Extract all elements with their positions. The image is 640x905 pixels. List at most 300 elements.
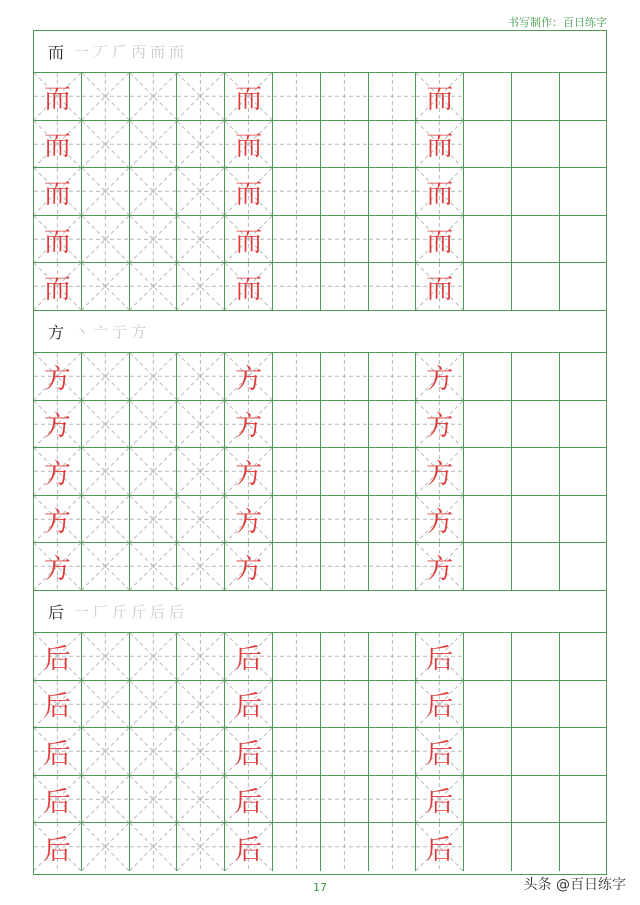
tian-grid-guide (369, 121, 416, 168)
mi-grid-guide (82, 681, 129, 728)
tian-grid-guide (321, 353, 368, 400)
practice-cell (464, 168, 512, 215)
stroke-step: 方 (131, 323, 147, 341)
model-character: 方 (43, 363, 71, 395)
tian-grid-guide (369, 168, 416, 215)
practice-cell (321, 121, 369, 168)
model-character: 后 (235, 643, 263, 675)
practice-cell (130, 633, 178, 680)
mi-grid-guide (177, 401, 224, 448)
practice-cell (369, 168, 417, 215)
model-cell (225, 401, 273, 448)
mi-grid-guide (82, 776, 129, 823)
stroke-step: 丙 (131, 43, 147, 61)
practice-cell (273, 543, 321, 590)
practice-row (34, 681, 606, 729)
practice-row (34, 448, 606, 496)
tian-grid-guide (321, 73, 368, 120)
practice-cell (560, 121, 608, 168)
practice-cell (560, 168, 608, 215)
practice-cell (512, 681, 560, 728)
practice-cell (321, 728, 369, 775)
practice-cell (82, 728, 130, 775)
model-character: 后 (426, 786, 454, 818)
tian-grid-guide (273, 168, 320, 215)
stroke-step: 𠂆 (112, 43, 128, 61)
model-character: 后 (235, 738, 263, 770)
tian-grid-guide (273, 681, 320, 728)
practice-row (34, 543, 606, 591)
practice-cell (130, 496, 178, 543)
practice-row (34, 353, 606, 401)
practice-cell (82, 263, 130, 310)
practice-row (34, 496, 606, 544)
practice-cell (177, 543, 225, 590)
model-character: 方 (235, 363, 263, 395)
mi-grid-guide (82, 121, 129, 168)
practice-cell (560, 633, 608, 680)
practice-cell (560, 353, 608, 400)
model-cell (34, 168, 82, 215)
mi-grid-guide (177, 633, 224, 680)
tian-grid-guide (273, 543, 320, 590)
practice-cell (273, 448, 321, 495)
model-cell (416, 353, 464, 400)
tian-grid-guide (369, 353, 416, 400)
practice-cell (369, 448, 417, 495)
practice-cell (82, 73, 130, 120)
practice-cell (273, 681, 321, 728)
model-cell (34, 216, 82, 263)
model-character: 后 (43, 738, 71, 770)
model-character: 而 (235, 83, 263, 115)
practice-row (34, 73, 606, 121)
practice-cell (177, 73, 225, 120)
practice-cell (512, 401, 560, 448)
practice-row (34, 823, 606, 871)
practice-cell (273, 168, 321, 215)
practice-cell (273, 73, 321, 120)
practice-cell (560, 776, 608, 823)
model-cell (225, 263, 273, 310)
stroke-step: 丶 (74, 323, 90, 341)
practice-cell (464, 216, 512, 263)
model-character: 而 (426, 274, 454, 306)
practice-cell (273, 633, 321, 680)
practice-row (34, 633, 606, 681)
mi-grid-guide (82, 401, 129, 448)
tian-grid-guide (369, 73, 416, 120)
practice-cell (464, 121, 512, 168)
tian-grid-guide (273, 263, 320, 310)
model-cell (225, 216, 273, 263)
tian-grid-guide (321, 728, 368, 775)
mi-grid-guide (130, 681, 177, 728)
practice-cell (82, 353, 130, 400)
model-character: 后 (235, 786, 263, 818)
practice-cell (321, 448, 369, 495)
practice-cell (130, 543, 178, 590)
model-character: 方 (43, 554, 71, 586)
tian-grid-guide (321, 776, 368, 823)
model-cell (225, 633, 273, 680)
model-cell (416, 823, 464, 871)
practice-row (34, 121, 606, 169)
practice-cell (464, 448, 512, 495)
practice-cell (130, 681, 178, 728)
mi-grid-guide (130, 401, 177, 448)
practice-cell (464, 543, 512, 590)
practice-cell (321, 401, 369, 448)
tian-grid-guide (273, 353, 320, 400)
model-character: 而 (43, 131, 71, 163)
practice-cell (130, 823, 178, 871)
practice-cell (512, 543, 560, 590)
tian-grid-guide (369, 823, 416, 871)
model-cell (225, 121, 273, 168)
model-character: 方 (235, 458, 263, 490)
stroke-step: 后 (169, 603, 185, 621)
page-number: 17 (313, 881, 327, 894)
model-cell (34, 73, 82, 120)
practice-cell (321, 681, 369, 728)
model-cell (416, 263, 464, 310)
model-character: 方 (426, 506, 454, 538)
practice-row (34, 401, 606, 449)
model-cell (416, 543, 464, 590)
mi-grid-guide (177, 823, 224, 871)
practice-cell (321, 823, 369, 871)
model-character: 方 (426, 363, 454, 395)
mi-grid-guide (130, 73, 177, 120)
practice-cell (512, 73, 560, 120)
model-cell (34, 448, 82, 495)
model-character: 后 (235, 834, 263, 866)
model-character: 而 (235, 178, 263, 210)
practice-cell (130, 401, 178, 448)
model-cell (225, 543, 273, 590)
practice-cell (369, 353, 417, 400)
practice-cell (273, 263, 321, 310)
practice-cell (130, 73, 178, 120)
practice-row (34, 728, 606, 776)
stroke-step: 一 (74, 43, 90, 61)
model-cell (34, 401, 82, 448)
mi-grid-guide (177, 496, 224, 543)
model-character: 后 (235, 691, 263, 723)
practice-cell (273, 823, 321, 871)
practice-cell (130, 121, 178, 168)
header-credit: 书写制作：百日练字 (508, 16, 607, 29)
practice-cell (512, 776, 560, 823)
character-label: 而 (48, 43, 65, 62)
tian-grid-guide (369, 401, 416, 448)
practice-cell (464, 73, 512, 120)
practice-cell (464, 823, 512, 871)
practice-cell (369, 728, 417, 775)
model-cell (416, 496, 464, 543)
practice-cell (464, 681, 512, 728)
tian-grid-guide (273, 776, 320, 823)
practice-cell (560, 448, 608, 495)
model-cell (416, 681, 464, 728)
model-character: 而 (43, 178, 71, 210)
practice-cell (177, 121, 225, 168)
practice-cell (512, 728, 560, 775)
tian-grid-guide (321, 121, 368, 168)
model-cell (34, 681, 82, 728)
tian-grid-guide (321, 448, 368, 495)
model-cell (225, 776, 273, 823)
tian-grid-guide (273, 448, 320, 495)
practice-row (34, 263, 606, 311)
mi-grid-guide (82, 448, 129, 495)
practice-cell (273, 216, 321, 263)
tian-grid-guide (369, 496, 416, 543)
model-character: 后 (426, 691, 454, 723)
mi-grid-guide (177, 776, 224, 823)
model-cell (416, 401, 464, 448)
practice-cell (177, 263, 225, 310)
tian-grid-guide (321, 823, 368, 871)
tian-grid-guide (273, 633, 320, 680)
model-cell (34, 121, 82, 168)
mi-grid-guide (82, 263, 129, 310)
tian-grid-guide (273, 216, 320, 263)
practice-cell (321, 263, 369, 310)
practice-cell (82, 496, 130, 543)
model-cell (225, 448, 273, 495)
tian-grid-guide (273, 121, 320, 168)
character-label: 后 (48, 603, 65, 622)
tian-grid-guide (273, 401, 320, 448)
practice-cell (464, 776, 512, 823)
model-cell (416, 168, 464, 215)
practice-cell (321, 543, 369, 590)
practice-cell (273, 496, 321, 543)
model-cell (416, 216, 464, 263)
practice-cell (464, 401, 512, 448)
model-character: 后 (426, 834, 454, 866)
practice-cell (369, 496, 417, 543)
practice-cell (369, 216, 417, 263)
practice-cell (512, 496, 560, 543)
model-character: 方 (43, 458, 71, 490)
tian-grid-guide (321, 681, 368, 728)
practice-cell (82, 543, 130, 590)
practice-cell (82, 401, 130, 448)
mi-grid-guide (82, 353, 129, 400)
model-character: 而 (426, 178, 454, 210)
model-cell (34, 263, 82, 310)
practice-cell (369, 401, 417, 448)
model-cell (225, 681, 273, 728)
practice-cell (512, 121, 560, 168)
watermark: 头条 @百日练字 (523, 877, 626, 893)
practice-cell (177, 216, 225, 263)
model-cell (34, 543, 82, 590)
practice-sheet (33, 30, 607, 875)
tian-grid-guide (273, 823, 320, 871)
stroke-order-row (34, 591, 606, 633)
tian-grid-guide (369, 216, 416, 263)
model-cell (416, 73, 464, 120)
practice-cell (82, 681, 130, 728)
tian-grid-guide (321, 168, 368, 215)
practice-cell (82, 633, 130, 680)
practice-cell (512, 633, 560, 680)
mi-grid-guide (177, 728, 224, 775)
practice-cell (321, 776, 369, 823)
tian-grid-guide (273, 73, 320, 120)
model-cell (225, 728, 273, 775)
mi-grid-guide (130, 496, 177, 543)
mi-grid-guide (82, 823, 129, 871)
tian-grid-guide (369, 633, 416, 680)
practice-cell (464, 496, 512, 543)
practice-cell (321, 633, 369, 680)
practice-cell (321, 216, 369, 263)
practice-cell (512, 353, 560, 400)
practice-cell (273, 728, 321, 775)
model-cell (34, 823, 82, 871)
mi-grid-guide (82, 496, 129, 543)
stroke-order-row (34, 31, 606, 73)
mi-grid-guide (82, 216, 129, 263)
model-cell (225, 73, 273, 120)
practice-cell (82, 168, 130, 215)
practice-cell (369, 121, 417, 168)
practice-cell (177, 633, 225, 680)
model-cell (225, 353, 273, 400)
practice-cell (464, 353, 512, 400)
practice-row (34, 776, 606, 824)
practice-cell (560, 73, 608, 120)
practice-cell (273, 121, 321, 168)
model-cell (225, 168, 273, 215)
mi-grid-guide (82, 728, 129, 775)
tian-grid-guide (273, 728, 320, 775)
character-label: 方 (48, 323, 65, 342)
tian-grid-guide (369, 263, 416, 310)
model-character: 方 (235, 554, 263, 586)
practice-cell (560, 496, 608, 543)
practice-row (34, 168, 606, 216)
practice-cell (321, 73, 369, 120)
practice-cell (82, 448, 130, 495)
model-character: 方 (43, 506, 71, 538)
practice-cell (369, 263, 417, 310)
model-character: 方 (235, 506, 263, 538)
tian-grid-guide (321, 633, 368, 680)
mi-grid-guide (130, 633, 177, 680)
practice-cell (369, 823, 417, 871)
mi-grid-guide (177, 681, 224, 728)
mi-grid-guide (130, 776, 177, 823)
model-cell (416, 121, 464, 168)
practice-cell (369, 681, 417, 728)
practice-cell (177, 448, 225, 495)
mi-grid-guide (177, 73, 224, 120)
practice-cell (177, 496, 225, 543)
practice-cell (130, 728, 178, 775)
model-character: 而 (235, 274, 263, 306)
tian-grid-guide (321, 263, 368, 310)
practice-cell (560, 681, 608, 728)
mi-grid-guide (130, 263, 177, 310)
practice-cell (273, 353, 321, 400)
model-character: 后 (426, 738, 454, 770)
practice-cell (177, 681, 225, 728)
practice-cell (273, 776, 321, 823)
stroke-step: 厂 (93, 603, 109, 621)
mi-grid-guide (130, 823, 177, 871)
practice-cell (512, 448, 560, 495)
model-character: 而 (43, 226, 71, 258)
practice-cell (464, 728, 512, 775)
model-character: 而 (43, 274, 71, 306)
model-cell (34, 633, 82, 680)
tian-grid-guide (321, 401, 368, 448)
practice-cell (130, 776, 178, 823)
model-cell (34, 728, 82, 775)
practice-cell (82, 823, 130, 871)
practice-cell (369, 633, 417, 680)
practice-cell (177, 728, 225, 775)
practice-cell (130, 448, 178, 495)
practice-cell (369, 73, 417, 120)
practice-cell (177, 353, 225, 400)
tian-grid-guide (321, 496, 368, 543)
practice-cell (273, 401, 321, 448)
model-character: 而 (426, 226, 454, 258)
mi-grid-guide (130, 448, 177, 495)
tian-grid-guide (369, 776, 416, 823)
stroke-step: 而 (150, 43, 166, 61)
practice-cell (130, 168, 178, 215)
stroke-step: 而 (169, 43, 185, 61)
mi-grid-guide (82, 168, 129, 215)
model-cell (225, 823, 273, 871)
practice-cell (560, 401, 608, 448)
practice-cell (512, 168, 560, 215)
mi-grid-guide (177, 216, 224, 263)
practice-cell (82, 216, 130, 263)
practice-cell (560, 543, 608, 590)
stroke-order-row (34, 311, 606, 353)
tian-grid-guide (369, 681, 416, 728)
mi-grid-guide (130, 543, 177, 590)
model-cell (416, 448, 464, 495)
model-cell (416, 776, 464, 823)
mi-grid-guide (130, 168, 177, 215)
mi-grid-guide (177, 448, 224, 495)
model-character: 后 (43, 786, 71, 818)
mi-grid-guide (130, 216, 177, 263)
mi-grid-guide (177, 263, 224, 310)
model-cell (416, 633, 464, 680)
model-character: 而 (43, 83, 71, 115)
model-character: 方 (426, 554, 454, 586)
model-character: 而 (426, 83, 454, 115)
mi-grid-guide (177, 353, 224, 400)
mi-grid-guide (130, 728, 177, 775)
practice-cell (82, 121, 130, 168)
model-character: 而 (235, 226, 263, 258)
mi-grid-guide (177, 168, 224, 215)
stroke-step: 斤 (112, 603, 128, 621)
practice-cell (321, 168, 369, 215)
